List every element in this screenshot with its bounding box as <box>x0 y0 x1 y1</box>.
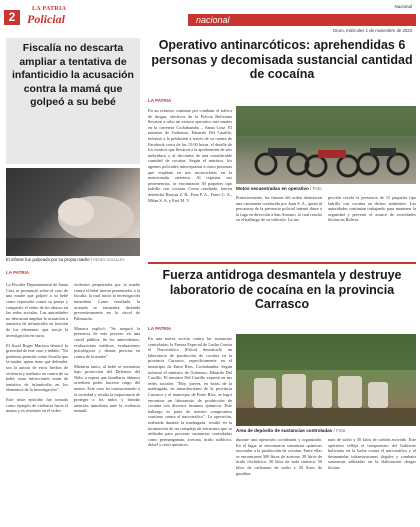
bottom-headline: Fuerza antidroga desmantela y destruye laboratorio de cocaína en la provincia Carrasco <box>162 268 402 312</box>
left-col1-para-3: Este triste episodio fue tomado como ejemplo de violencia hacia el menor y es revelado en el video. <box>6 397 68 414</box>
baby-photo <box>6 168 140 256</box>
deposit-photo <box>236 334 416 426</box>
masthead-top: LA PATRIA <box>32 6 67 12</box>
left-col2-para-1: violentos perpetrados por la madre contra el bebé fueron presentados a la fiscalía, la cual inició la investigación inmediata. Como resultado, la acusada se encuentra detenida preventivamente en la cárcel de Palmasola. <box>74 282 140 321</box>
left-byline: LA PATRIA <box>6 270 30 275</box>
bottom-photo-caption-text: Área de depósito de sustancias controladas <box>236 428 333 433</box>
left-photo-credit: REDES SOCIALES <box>93 258 125 262</box>
top-column-1: En un esfuerzo continuo por combatir el tráfico de drogas, efectivos de la Policía Boliviana llevaron a cabo un exitoso operativo este martes en la carretera Cochabamba – Santa Cruz. El ministro de Gobierno, Eduardo Del Castillo, informó a la población a través de su cuenta de Facebook cerca de las 15:00 horas, el detalle de los eventos que llevaron a la aprehensión de seis individuos y al decomiso de una considerable cantidad de cocaína. Según el ministro, los agentes policiales interceptaron a cinco personas que viajaban en tres motocicletas en la mencionada carretera. Al registrar sus pertenencias, se encontraron 30 paquetes tipo ladrillo con cocaína. Como resultado, fueron detenidos Brayan Z. B., Fran P. A., Faroo C. A., Milan S. A. y Erel M. V. <box>148 108 232 203</box>
edition-label: Nacional <box>394 4 412 9</box>
issue-date: Oruro, miércoles 1 de noviembre de 2023 <box>332 28 412 33</box>
page-header <box>0 0 420 32</box>
page-number: 2 <box>4 10 20 25</box>
top-photo-caption <box>236 186 416 191</box>
top-photo-caption-text: Motos secuestradas en operativo <box>236 186 309 191</box>
left-column-1 <box>6 278 68 418</box>
left-col2-para-3: Mientras tanto, al bebé se encuentra bajo protección del Defensor del Niño, a espera que familiares idóneos acrediten poder hacerse cargo del menor. Este caso ha conmocionado a la sociedad y resalta la importancia de proteger a los niños y brindar atención inmediata ante la violencia infantil. <box>74 363 140 414</box>
left-col1-para-2: El fiscal Roger Mariaca destacó la gravedad de este caso y señaló: "No podemos permitir como fiscalía que la madre, quien tiene que defender, sea la autora de estos hechos de violencia y maltrato en contra de su bebé; estas infracciones serán de tentativa de infanticidio en los elementos de la investigación". <box>6 342 68 393</box>
baby-photo-art <box>6 168 140 256</box>
deposit-photo-art <box>236 334 416 426</box>
bottom-column-3: nato de sodio y 50 kilos de carbón activado. Este operativo refleja el compromiso del Gobierno boliviano en la lucha contra el narcotráfico y el desmantelar infraestructuras ilegales y combatir sustancias utilizadas en la elaboración drogas ilícitas. <box>328 437 416 470</box>
bottom-photo-credit: / Foto <box>333 428 346 433</box>
bottom-story-rule <box>148 262 416 264</box>
bottom-column-2: durante una operación coordinada y organizada. En el lugar se encontraron sustancias químicas asociadas a la producción de cocaína. Entre ellas se encontraron 300 litros de acetona, 30 litros de ácido clorhídrico, 30 kilos de soda cáustica, 50 kilos de carbonato de sodio y 50 litros de gasolina. <box>236 437 322 476</box>
section-label: nacional <box>196 15 230 25</box>
bottom-photo-caption <box>236 428 416 433</box>
motorcycles-photo-art <box>236 106 416 184</box>
top-byline: LA PATRIA <box>148 98 172 103</box>
top-column-2: Posteriormente, las fuerzas del orden detuvieron una camioneta conducida por Juan S. A., quien al percatarse de la presencia policial intentó darse a la fuga en dirección a San Antonio, lo cual resultó en el hallazgo de su vehículo. La ins- <box>236 195 322 223</box>
top-headline: Operativo antinarcóticos: aprehendidas 6 personas y decomisada sustancial cantidad de cocaína <box>151 38 413 82</box>
bottom-byline: LA PATRIA <box>148 326 172 331</box>
left-photo-caption <box>6 257 140 263</box>
top-photo-credit: / Foto <box>310 186 322 191</box>
left-headline: Fiscalía no descarta ampliar a tentativa de infanticidio la acusación contra la mamá que golpeó a su bebé <box>12 42 134 109</box>
motorcycles-photo <box>236 106 416 184</box>
bottom-column-1: En una nueva acción contra las sustancias controladas, la Fuerza Especial de Lucha Contra el Narcotráfico (Felcn) desarticuló un laboratorio de producción de cocaína en la provincia Carrasco, específicamente en el municipio de Entre Ríos, Cochabamba. Según informó el ministro de Gobierno, Eduardo Del Castillo. El ministro Del Castillo expresó en sus redes sociales: "Hoy, jueves, en horas de la madrugada, en inmediaciones de la provincia Carrasco y el municipio de Entre Ríos, se logró encontrar un laboratorio de producción de cocaína con diversos insumos químicos. Este hallazgo es parte de nuestro compromiso continuo contra el narcotráfico". La operación, realizada durante la madrugada, resultó en la incautación de un compleja de estructura que se utilizaba para procesar sustancias controladas como permanganato, acetona, ácido sulfúrico, diésel y otros químicos. <box>148 336 232 448</box>
masthead-section: Policial <box>27 12 65 26</box>
top-column-3: pección reveló la presencia de 15 paquetes tipo ladrillo con cocaína en dichos ambientes. Las autoridades continúan trabajando para mantener la seguridad y prevenir el avance de actividades ilícitas en Bolivia. <box>328 195 416 223</box>
left-column-2 <box>74 278 140 418</box>
left-col1-para-1: La Fiscalía Departamental de Santa Cruz se pronunció sobre el caso de una madre que golpeó a su bebé como represalia contra su pareja y compartió el video de los abusos en las redes sociales. Las autoridades no descartan ampliar la acusación a tentativa de infanticidio en función de los elementos que arroje la investigación en curso. <box>6 282 68 338</box>
left-photo-caption-text: El infante fue golpeado por su propia madre / <box>6 257 92 262</box>
left-col2-para-2: Mariaca explicó: "Se aseguró la presencia de este proceso en una cárcel pública. Se los antecedentes, evaluaciones médicas, evaluaciones psicológicas y demás pericias en contra de la madre". <box>74 325 140 359</box>
